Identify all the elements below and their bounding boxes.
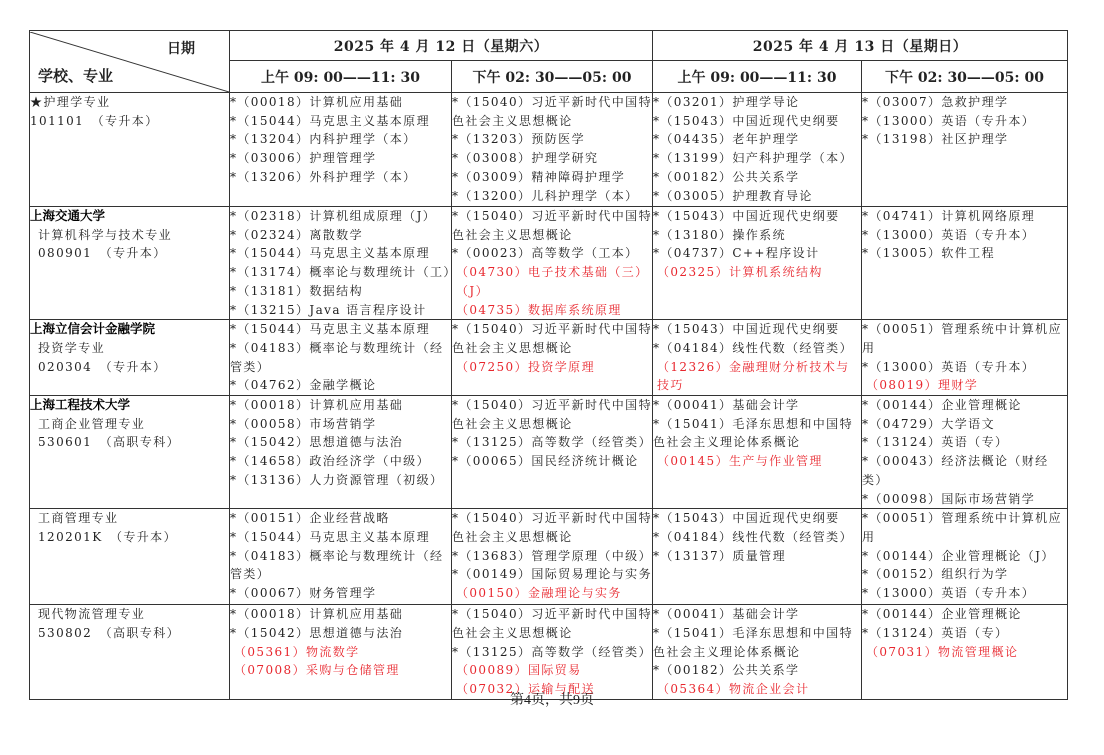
course-item: *（13000）英语（专升本）	[862, 359, 1036, 374]
course-item: *（04183）概率论与数理统计（经管类）	[230, 548, 444, 582]
exam-slot-cell	[653, 320, 862, 396]
course-item: *（00182）公共关系学	[653, 169, 800, 184]
slot-header-apr13-am: 上午 09: 00——11: 30	[653, 61, 862, 93]
course-item: *（13000）英语（专升本）	[862, 227, 1036, 242]
course-item: *（15040）习近平新时代中国特色社会主义思想概论	[452, 322, 652, 355]
table-row	[30, 509, 1068, 605]
course-item: *（15043）中国近现代史纲要	[653, 113, 840, 128]
school-name: 上海交通大学	[30, 208, 106, 223]
exam-schedule-table	[29, 30, 1068, 700]
course-item: *（03009）精神障碍护理学	[452, 169, 626, 184]
course-item: *（15041）毛泽东思想和中国特色社会主义理论体系概论	[653, 416, 853, 450]
table-row	[30, 93, 1068, 207]
corner-header-cell	[30, 31, 230, 93]
slot-header-apr12-pm: 下午 02: 30——05: 00	[452, 61, 653, 93]
course-item: *（13124）英语（专）	[862, 435, 1009, 450]
course-item: *（00065）国民经济统计概论	[452, 454, 639, 469]
course-item: *（15040）习近平新时代中国特色社会主义思想概论	[452, 95, 652, 128]
course-item: *（02324）离散数学	[230, 227, 363, 242]
course-item: *（03006）护理管理学	[230, 151, 377, 166]
course-item: *（02318）计算机组成原理（J）	[230, 209, 437, 223]
exam-slot-cell	[452, 509, 653, 605]
course-item-highlighted: （07250）投资学原理	[456, 359, 595, 374]
course-item: *（04762）金融学概论	[230, 378, 377, 393]
exam-slot-cell	[452, 396, 653, 509]
major-code: 080901 （专升本）	[38, 246, 167, 261]
course-item-highlighted: （02325）计算机系统结构	[657, 265, 823, 280]
course-item: *（00041）基础会计学	[653, 607, 800, 622]
date-header-apr13: 2025 年 4 月 13 日（星期日）	[653, 31, 1068, 61]
course-item: *（00018）计算机应用基础	[230, 398, 404, 413]
course-item: *（04184）线性代数（经管类）	[653, 529, 853, 544]
course-item: *（13125）高等数学（经管类）	[452, 644, 652, 659]
course-item-highlighted: （07032）运输与配送	[456, 682, 595, 697]
course-item: *（15043）中国近现代史纲要	[653, 209, 840, 223]
course-item: *（13180）操作系统	[653, 227, 786, 242]
course-item: *（04435）老年护理学	[653, 132, 800, 147]
course-item: *（00144）企业管理概论（J）	[862, 548, 1055, 563]
course-item: *（00051）管理系统中计算机应用	[862, 322, 1062, 355]
course-item: *（15042）思想道德与法治	[230, 625, 404, 640]
course-item: *（03007）急救护理学	[862, 95, 1009, 109]
course-item: *（00144）企业管理概论	[862, 607, 1022, 622]
corner-school-label: 学校、专业	[38, 66, 114, 85]
course-item: *（00151）企业经营战略	[230, 511, 390, 526]
exam-slot-cell	[862, 605, 1068, 700]
course-item-highlighted: （00150）金融理论与实务	[456, 586, 622, 601]
course-item: *（13203）预防医学	[452, 132, 585, 147]
exam-slot-cell	[653, 509, 862, 605]
course-item: *（13181）数据结构	[230, 283, 363, 298]
corner-date-label: 日期	[167, 40, 195, 57]
course-item: *（15042）思想道德与法治	[230, 435, 404, 450]
exam-slot-cell	[452, 605, 653, 700]
major-name: 现代物流管理专业	[38, 607, 146, 622]
course-item: *（13124）英语（专）	[862, 625, 1009, 640]
school-name: 上海立信会计金融学院	[30, 321, 156, 337]
table-row	[30, 396, 1068, 509]
course-item: *（04184）线性代数（经管类）	[653, 340, 853, 355]
exam-slot-cell	[452, 207, 653, 320]
school-major-cell	[30, 605, 230, 700]
exam-slot-cell	[653, 93, 862, 207]
course-item: *（00144）企业管理概论	[862, 398, 1022, 413]
course-item: *（03008）护理学研究	[452, 151, 599, 166]
course-item: *（00098）国际市场营销学	[862, 491, 1036, 506]
course-item: *（15044）马克思主义基本原理	[230, 322, 430, 337]
exam-slot-cell	[653, 396, 862, 509]
exam-slot-cell	[452, 320, 653, 396]
course-item: *（13136）人力资源管理（初级）	[230, 472, 444, 487]
course-item-highlighted: （04735）数据库系统原理	[456, 302, 622, 317]
course-item: *（13000）英语（专升本）	[862, 113, 1036, 128]
school-major-cell	[30, 509, 230, 605]
major-name: 投资学专业	[38, 340, 106, 355]
course-item: *（03201）护理学导论	[653, 95, 800, 109]
course-item: *（00018）计算机应用基础	[230, 95, 404, 109]
course-item: *（14658）政治经济学（中级）	[230, 454, 430, 469]
course-item: *（00043）经济法概论（财经类）	[862, 454, 1049, 487]
exam-slot-cell	[862, 320, 1068, 396]
exam-slot-cell	[862, 93, 1068, 207]
course-item-highlighted: （05361）物流数学	[234, 644, 360, 659]
exam-slot-cell	[862, 509, 1068, 605]
exam-slot-cell	[862, 396, 1068, 509]
course-item: *（00041）基础会计学	[653, 398, 800, 413]
course-item: *（00149）国际贸易理论与实务	[452, 567, 652, 582]
school-major-cell	[30, 320, 230, 396]
course-item: *（15040）习近平新时代中国特色社会主义思想概论	[452, 398, 652, 431]
course-item: *（15044）马克思主义基本原理	[230, 113, 430, 128]
major-code: 020304 （专升本）	[38, 359, 167, 374]
course-item: *（13198）社区护理学	[862, 132, 1009, 147]
course-item: *（15044）马克思主义基本原理	[230, 529, 430, 544]
course-item: *（00051）管理系统中计算机应用	[862, 511, 1062, 544]
exam-slot-cell	[452, 93, 653, 207]
school-major-cell	[30, 93, 230, 207]
exam-slot-cell	[862, 207, 1068, 320]
major-name: 计算机科学与技术专业	[38, 227, 173, 242]
course-item-highlighted: （04730）电子技术基础（三）（J）	[456, 265, 649, 298]
course-item: *（15041）毛泽东思想和中国特色社会主义理论体系概论	[653, 625, 853, 659]
slot-header-apr12-am: 上午 09: 00——11: 30	[230, 61, 452, 93]
page-number: 第4页，共9页	[510, 693, 594, 708]
date-header-apr12: 2025 年 4 月 12 日（星期六）	[230, 31, 653, 61]
course-item-highlighted: （05364）物流企业会计	[657, 682, 810, 697]
course-item: *（13215）Java 语言程序设计	[230, 302, 427, 317]
course-item: *（15040）习近平新时代中国特色社会主义思想概论	[452, 209, 652, 242]
course-item-highlighted: （08019）理财学	[866, 378, 979, 393]
course-item: *（04737）C++程序设计	[653, 246, 820, 261]
course-item: *（13125）高等数学（经管类）	[452, 435, 652, 450]
major-code: 120201K （专升本）	[38, 529, 177, 544]
course-item: *（15044）马克思主义基本原理	[230, 246, 430, 261]
course-item: *（00152）组织行为学	[862, 567, 1009, 582]
course-item-highlighted: （07008）采购与仓储管理	[234, 663, 400, 678]
course-item: *（13683）管理学原理（中级）	[452, 548, 652, 563]
course-item: *（00067）财务管理学	[230, 586, 377, 601]
course-item-highlighted: （00089）国际贸易	[456, 663, 582, 678]
course-item: *（13137）质量管理	[653, 548, 786, 563]
exam-slot-cell	[230, 207, 457, 320]
exam-slot-cell	[230, 320, 452, 396]
course-item: *（15043）中国近现代史纲要	[653, 322, 840, 337]
course-item: *（13199）妇产科护理学（本）	[653, 151, 853, 166]
course-item: *（04741）计算机网络原理	[862, 209, 1036, 223]
major-code: 530802 （高职专科）	[38, 625, 181, 640]
major-code: 101101 （专升本）	[30, 113, 159, 128]
course-item: *（13200）儿科护理学（本）	[452, 188, 639, 203]
course-item: *（00018）计算机应用基础	[230, 607, 404, 622]
course-item: *（04729）大学语文	[862, 416, 995, 431]
exam-slot-cell	[653, 605, 862, 700]
school-major-cell	[30, 396, 230, 509]
exam-slot-cell	[230, 396, 452, 509]
exam-slot-cell	[230, 93, 452, 207]
major-name: 工商企业管理专业	[38, 416, 146, 431]
school-name: 上海工程技术大学	[30, 397, 131, 413]
course-item: *（13000）英语（专升本）	[862, 586, 1036, 601]
course-item: *（15040）习近平新时代中国特色社会主义思想概论	[452, 607, 652, 640]
table-row	[30, 605, 1068, 700]
slot-header-apr13-pm: 下午 02: 30——05: 00	[862, 61, 1068, 93]
course-item: *（13174）概率论与数理统计（工）	[230, 265, 457, 280]
course-item: *（00058）市场营销学	[230, 416, 377, 431]
table-row	[30, 207, 1068, 320]
course-item: *（15040）习近平新时代中国特色社会主义思想概论	[452, 511, 652, 544]
exam-slot-cell	[230, 509, 452, 605]
course-item: *（15043）中国近现代史纲要	[653, 511, 840, 526]
major-name: ★护理学专业	[30, 95, 111, 109]
school-major-cell	[30, 207, 230, 320]
major-name: 工商管理专业	[38, 511, 119, 526]
major-code: 530601 （高职专科）	[38, 435, 181, 450]
course-item: *（13005）软件工程	[862, 246, 995, 261]
course-item: *（00023）高等数学（工本）	[452, 246, 639, 261]
exam-slot-cell	[230, 605, 452, 700]
course-item: *（13204）内科护理学（本）	[230, 132, 417, 147]
course-item: *（03005）护理教育导论	[653, 188, 813, 203]
course-item: *（04183）概率论与数理统计（经管类）	[230, 340, 444, 374]
course-item: *（00182）公共关系学	[653, 663, 800, 678]
course-item-highlighted: （07031）物流管理概论	[866, 644, 1019, 659]
course-item-highlighted: （12326）金融理财分析技术与技巧	[657, 359, 850, 393]
exam-slot-cell	[653, 207, 862, 320]
course-item: *（13206）外科护理学（本）	[230, 169, 417, 184]
table-row	[30, 320, 1068, 396]
course-item-highlighted: （00145）生产与作业管理	[657, 454, 823, 469]
